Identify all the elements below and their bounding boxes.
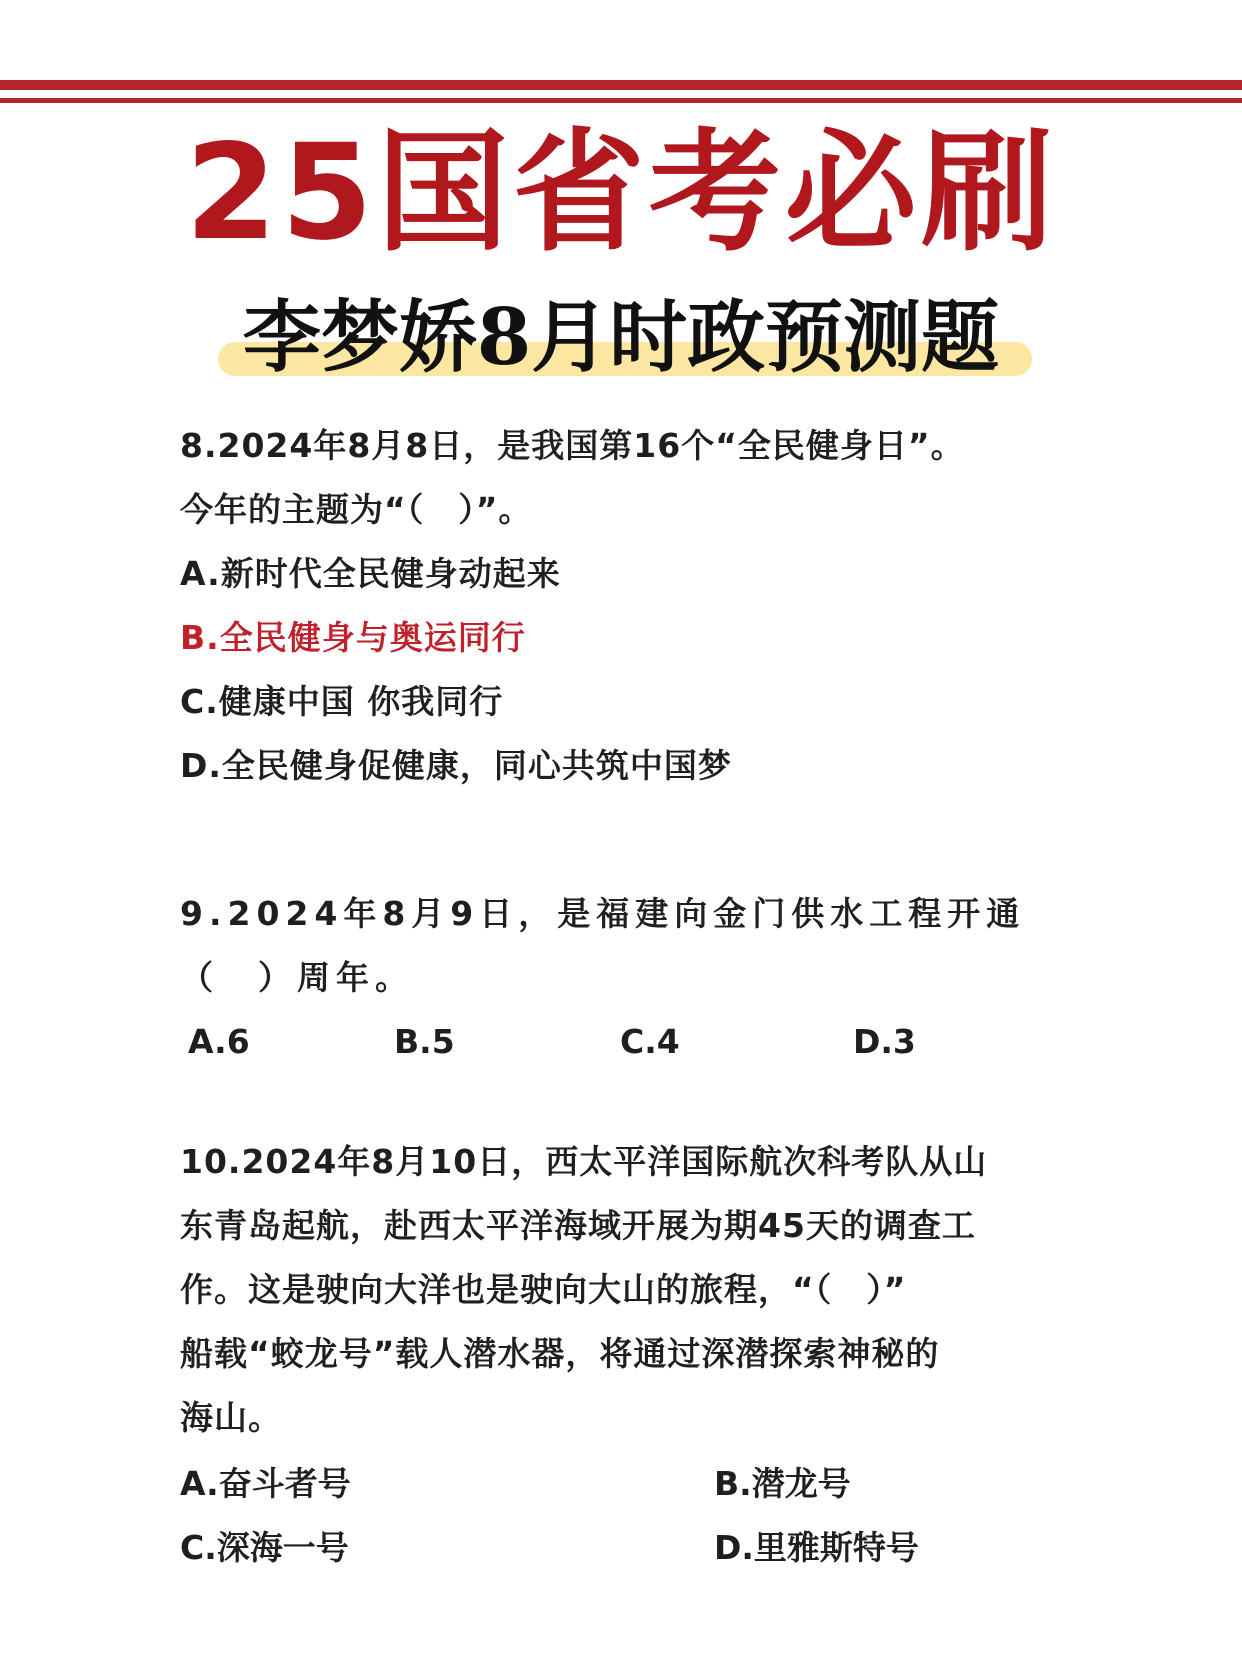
question-9-option-c: C.4 xyxy=(620,1022,680,1061)
question-10-stem-line-2: 东青岛起航，赴西太平洋海域开展为期45天的调查工 xyxy=(180,1206,976,1245)
subtitle-block xyxy=(0,290,1242,390)
question-10-option-b: B.潜龙号 xyxy=(714,1464,851,1503)
question-10-stem-line-1: 10.2024年8月10日，西太平洋国际航次科考队从山 xyxy=(180,1142,988,1181)
question-10-option-d: D.里雅斯特号 xyxy=(714,1528,919,1567)
question-9-option-a-answer: A.6 xyxy=(188,1022,250,1061)
question-8-stem-line-1: 8.2024年8月8日，是我国第16个“全民健身日”。 xyxy=(180,426,965,465)
question-10-stem-line-5: 海山。 xyxy=(180,1398,282,1437)
subtitle: 李梦娇8月时政预测题 xyxy=(242,292,1000,383)
question-9-option-b: B.5 xyxy=(394,1022,455,1061)
question-8-option-a: A.新时代全民健身动起来 xyxy=(180,554,561,593)
question-8-option-d: D.全民健身促健康，同心共筑中国梦 xyxy=(180,746,732,785)
page-title: 25国省考必刷 xyxy=(185,116,1057,270)
question-9 xyxy=(180,882,1070,1010)
top-rule-thin xyxy=(0,98,1242,103)
question-9-stem-line-2: （ ）周年。 xyxy=(180,958,414,997)
question-9-option-d: D.3 xyxy=(853,1022,916,1061)
question-9-stem-line-1: 9.2024年8月9日，是福建向金门供水工程开通 xyxy=(180,894,1026,933)
question-10-option-c-answer: C.深海一号 xyxy=(180,1528,349,1567)
question-8-stem-line-2: 今年的主题为“（ ）”。 xyxy=(180,490,533,529)
question-10 xyxy=(180,1130,1070,1450)
question-8-option-c: C.健康中国 你我同行 xyxy=(180,682,504,721)
top-rule-thick xyxy=(0,80,1242,90)
question-10-option-a: A.奋斗者号 xyxy=(180,1464,351,1503)
question-10-stem-line-3: 作。这是驶向大洋也是驶向大山的旅程，“（ ）” xyxy=(180,1270,907,1309)
question-8 xyxy=(180,414,1070,798)
question-8-option-b-answer: B.全民健身与奥运同行 xyxy=(180,618,526,657)
question-10-stem-line-4: 船载“蛟龙号”载人潜水器，将通过深潜探索神秘的 xyxy=(180,1334,940,1373)
